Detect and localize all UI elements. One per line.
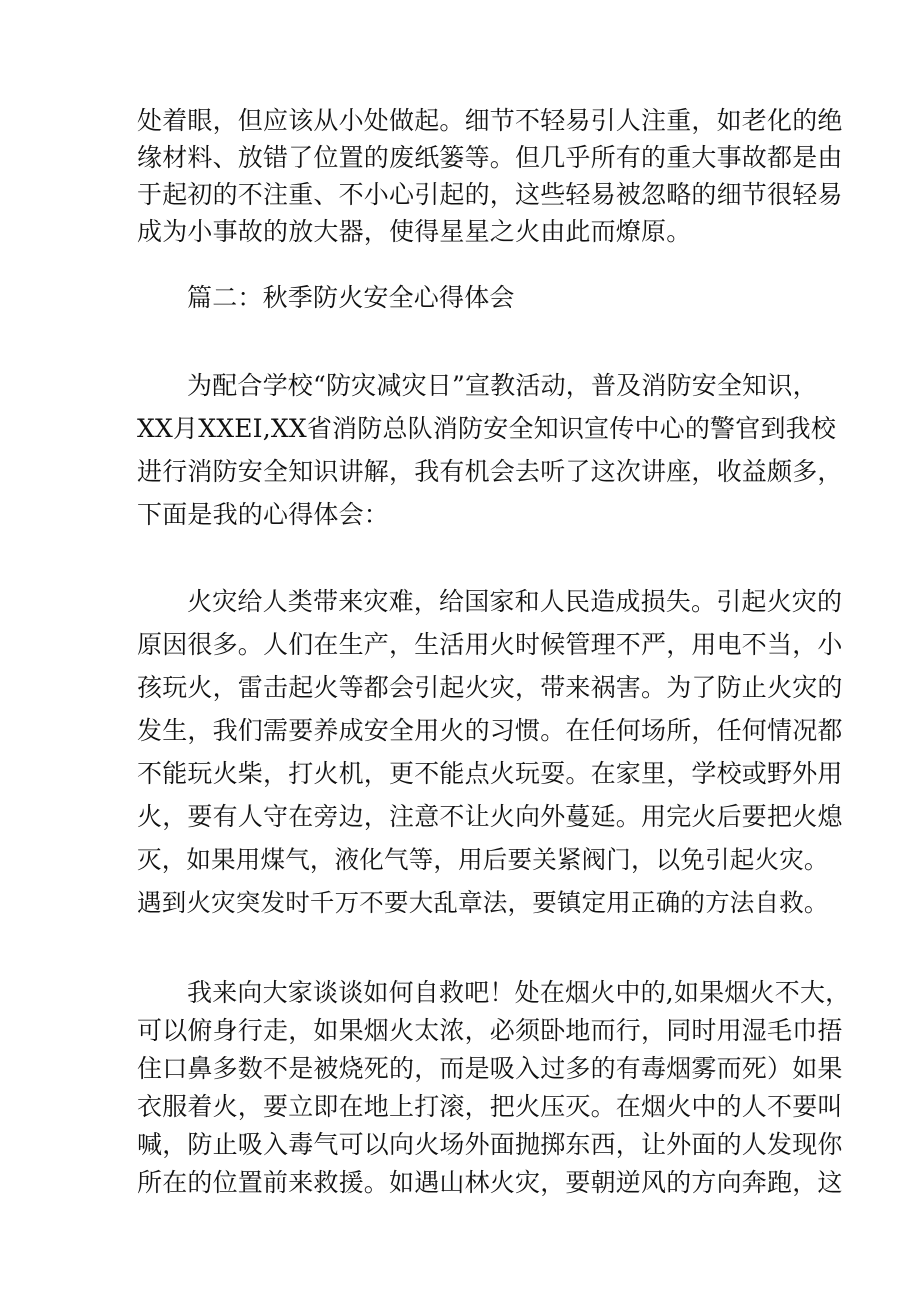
paragraph-3-line-8: 遇到火灾突发时千万不要大乱章法，要镇定用正确的方法自救。	[137, 888, 829, 917]
paragraph-2-line-1: 为配合学校“防灾减灾日”宣教活动，普及消防安全知识，	[187, 371, 818, 400]
paragraph-3-line-4: 发生，我们需要养成安全用火的习惯。在任何场所，任何情况都	[137, 716, 843, 745]
paragraph-3-line-6: 火，要有人守在旁边，注意不让火向外蔓延。用完火后要把火熄	[137, 802, 843, 831]
paragraph-3-line-7: 灭，如果用煤气，液化气等，用后要关紧阀门，以免引起火灾。	[137, 845, 829, 874]
paragraph-3-line-2: 原因很多。人们在生产，生活用火时候管理不严，用电不当，小	[137, 630, 843, 659]
paragraph-4-line-1: 我来向大家谈谈如何自救吧！处在烟火中的,如果烟火不大，	[187, 978, 851, 1007]
paragraph-1-line-1: 处着眼，但应该从小处做起。细节不轻易引人注重，如老化的绝	[137, 106, 843, 135]
paragraph-1-line-4: 成为小事故的放大器，使得星星之火由此而燎原。	[137, 217, 692, 246]
paragraph-4-line-4: 衣服着火，要立即在地上打滚，把火压灭。在烟火中的人不要叫	[137, 1092, 843, 1121]
paragraph-3-line-5: 不能玩火柴，打火机，更不能点火玩耍。在家里，学校或野外用	[137, 759, 843, 788]
paragraph-2-line-3: 进行消防安全知识讲解，我有机会去听了这次讲座，收益颇多，	[137, 457, 843, 486]
paragraph-2-line-4: 下面是我的心得体会：	[137, 500, 390, 529]
paragraph-4-line-5: 喊，防止吸入毒气可以向火场外面抛掷东西，让外面的人发现你	[137, 1130, 843, 1159]
section-heading: 篇二：秋季防火安全心得体会	[187, 283, 515, 312]
paragraph-3-line-3: 孩玩火，雷击起火等都会引起火灾，带来祸害。为了防止火灾的	[137, 673, 843, 702]
paragraph-3-line-1: 火灾给人类带来灾难，给国家和人民造成损失。引起火灾的	[187, 587, 843, 616]
paragraph-4-line-2: 可以俯身行走，如果烟火太浓，必须卧地而行，同时用湿毛巾捂	[137, 1016, 843, 1045]
paragraph-1-line-2: 缘材料、放错了位置的废纸篓等。但几乎所有的重大事故都是由	[137, 143, 843, 172]
paragraph-4-line-6: 所在的位置前来救援。如遇山林火灾，要朝逆风的方向奔跑，这	[137, 1168, 843, 1197]
paragraph-2-line-2: XX月XXEI,XX省消防总队消防安全知识宣传中心的警官到我校	[137, 414, 837, 443]
paragraph-4-line-3: 住口鼻多数不是被烧死的，而是吸入过多的有毒烟雾而死）如果	[137, 1054, 843, 1083]
paragraph-1-line-3: 于起初的不注重、不小心引起的，这些轻易被忽略的细节很轻易	[137, 180, 843, 209]
